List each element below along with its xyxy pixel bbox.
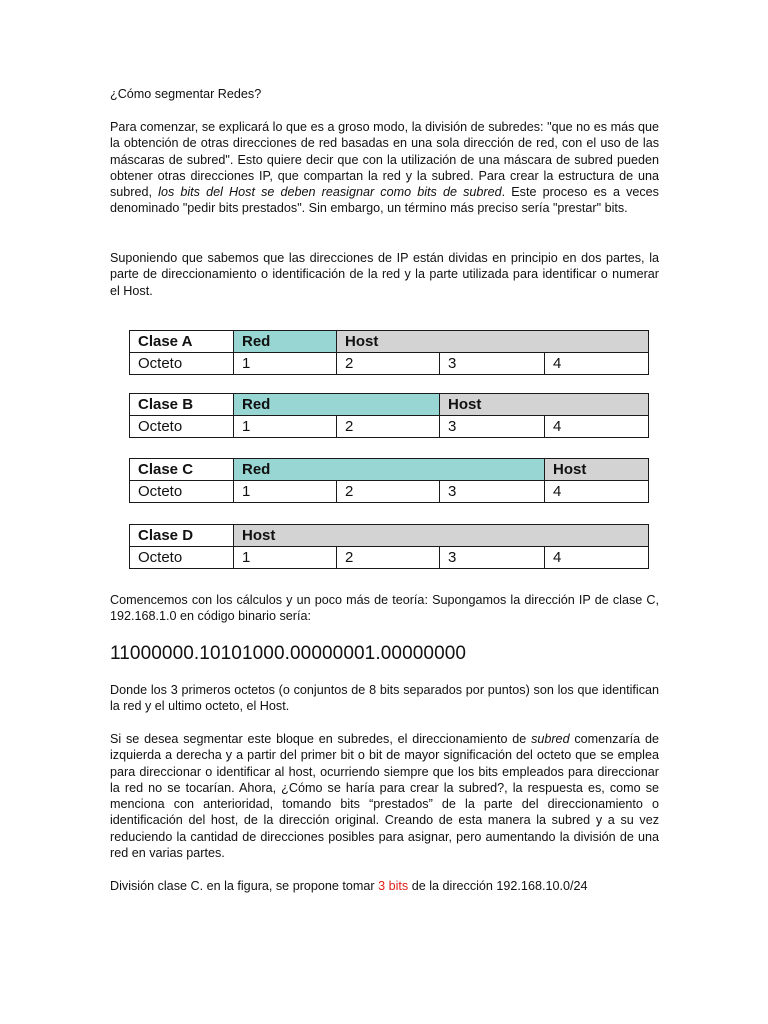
- class-b-table: [129, 393, 649, 438]
- paragraph-subnetting-text-a: Si se desea segmentar este bloque en subredes, el direccionamiento de: [110, 732, 532, 746]
- class-a-table: [129, 330, 649, 375]
- paragraph-subnetting-emphasis: subred: [531, 732, 570, 746]
- document-title: ¿Cómo segmentar Redes?: [110, 87, 262, 101]
- class-c-label: Clase C: [130, 459, 234, 481]
- class-a-label: Clase A: [130, 331, 234, 353]
- class-d-octet-1: 1: [234, 547, 337, 569]
- class-a-octet-label: Octeto: [130, 353, 234, 375]
- class-c-table: [129, 458, 649, 503]
- paragraph-calculations: Comencemos con los cálculos y un poco más de teoría: Supongamos la dirección IP de clase C, 192.168.1.0 en código binario sería:: [110, 593, 659, 624]
- class-a-octet-2: 2: [337, 353, 440, 375]
- class-d-octet-4: 4: [545, 547, 649, 569]
- class-d-octet-label: Octeto: [130, 547, 234, 569]
- class-a-octet-1: 1: [234, 353, 337, 375]
- paragraph-class-c-division: [110, 878, 659, 894]
- paragraph-intro-text-a: Para comenzar, se explicará lo que es a groso modo, la división de subredes: "que no es más que la obtención de otras direcciones de red basadas en una sola dirección de red, con el uso de las máscaras de subred". Esto quiere decir que con la utilización de una máscara de subred pueden obtener otras direcciones IP, que compartan la red y la subred. Para crear la estructura de una subred,: [110, 120, 659, 200]
- paragraph-division-text-b: de la dirección 192.168.10.0/24: [408, 879, 588, 893]
- class-b-octet-label: Octeto: [130, 416, 234, 438]
- paragraph-division-text-a: División clase C. en la figura, se propone tomar: [110, 879, 379, 893]
- class-b-label: Clase B: [130, 394, 234, 416]
- class-d-octet-2: 2: [337, 547, 440, 569]
- paragraph-octets: Donde los 3 primeros octetos (o conjuntos de 8 bits separados por puntos) son los que identifican la red y el ultimo octeto, el Host.: [110, 683, 659, 714]
- class-d-host-segment: Host: [234, 525, 649, 547]
- class-b-octet-1: 1: [234, 416, 337, 438]
- class-d-table: [129, 524, 649, 569]
- class-d-octet-3: 3: [440, 547, 545, 569]
- paragraph-ip-parts: Suponiendo que sabemos que las direcciones de IP están dividas en principio en dos partes, la parte de direccionamiento o identificación de la red y la parte utilizada para identificar o numerar el Host.: [110, 251, 659, 298]
- class-c-red-segment: Red: [234, 459, 545, 481]
- class-a-red-segment: Red: [234, 331, 337, 353]
- class-d-label: Clase D: [130, 525, 234, 547]
- class-c-octet-4: 4: [545, 481, 649, 503]
- paragraph-subnetting-text-b: comenzaría de izquierda a derecha y a partir del primer bit o bit de mayor significación del octeto que se emplea para direccionar o identificar al host, ocurriendo siempre que los bits empleados para direccionar la red no se tocarían. Ahora, ¿Cómo se haría para crear la subred?, la respuesta es, como se menciona con anterioridad, tomando bits “prestados” de la parte del direccionamiento o identificación del host, de la dirección original. Creando de esta manera la subred y a su vez reduciendo la cantidad de direcciones posibles para asignar, pero aumentando la división de una red en varias partes.: [110, 732, 659, 861]
- class-b-octet-4: 4: [545, 416, 649, 438]
- paragraph-intro-emphasis: los bits del Host se deben reasignar como bits de subred: [158, 185, 502, 200]
- class-c-octet-label: Octeto: [130, 481, 234, 503]
- class-b-host-segment: Host: [440, 394, 649, 416]
- paragraph-intro: [110, 119, 659, 217]
- class-a-octet-3: 3: [440, 353, 545, 375]
- class-b-octet-3: 3: [440, 416, 545, 438]
- class-a-host-segment: Host: [337, 331, 649, 353]
- highlight-3-bits: 3 bits: [378, 879, 409, 893]
- binary-address: 11000000.10101000.00000001.00000000: [110, 643, 467, 664]
- class-b-octet-2: 2: [337, 416, 440, 438]
- class-a-octet-4: 4: [545, 353, 649, 375]
- class-c-octet-1: 1: [234, 481, 337, 503]
- class-c-octet-2: 2: [337, 481, 440, 503]
- class-b-red-segment: Red: [234, 394, 440, 416]
- paragraph-subnetting: [110, 731, 659, 861]
- class-c-host-segment: Host: [545, 459, 649, 481]
- paragraph-intro-text-b: . Este proceso es a veces denominado "pedir bits prestados". Sin embargo, un término más preciso sería "prestar" bits.: [110, 185, 659, 216]
- class-c-octet-3: 3: [440, 481, 545, 503]
